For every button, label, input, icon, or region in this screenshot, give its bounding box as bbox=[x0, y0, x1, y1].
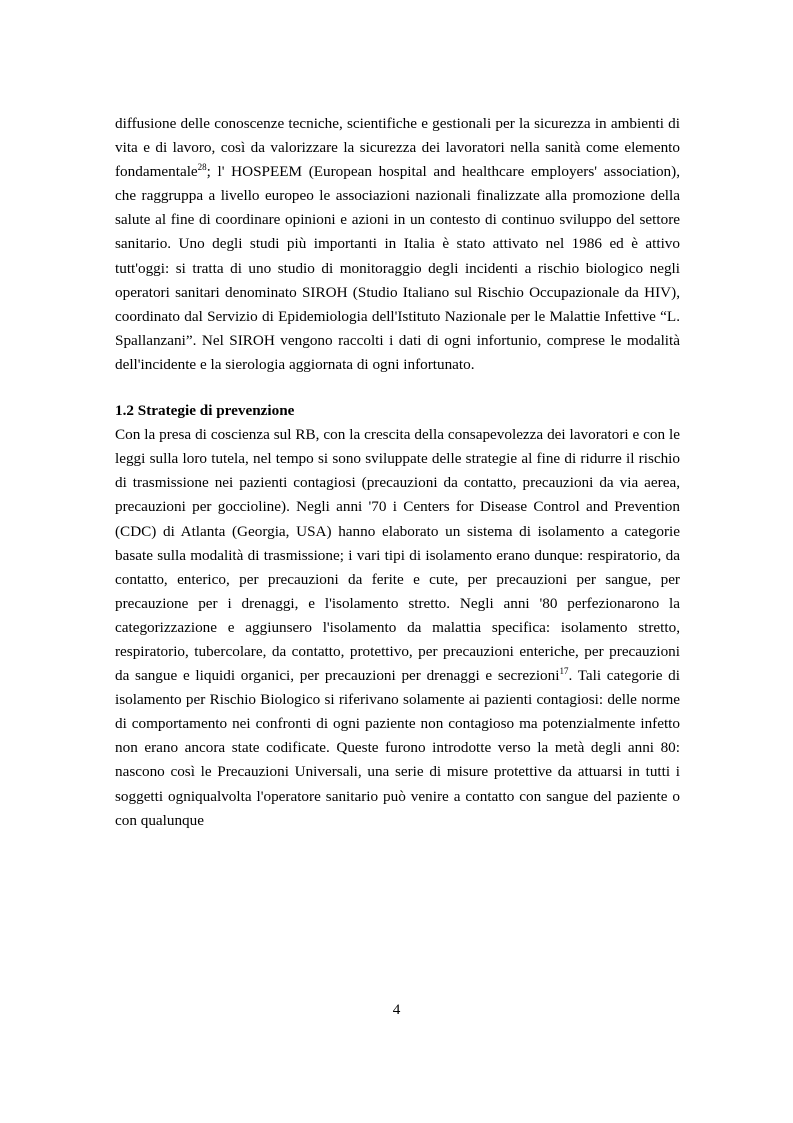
paragraph-text: diffusione delle conoscenze tecniche, scientifiche e gestionali per la sicurezza in ambienti di vita e di lavoro, così da valorizzare la sicurezza dei lavoratori nella sanità come elemento fondamentale bbox=[115, 115, 680, 181]
paragraph-spacer bbox=[115, 377, 680, 399]
paragraph-text: Con la presa di coscienza sul RB, con la crescita della consapevolezza dei lavoratori e con le leggi sulla loro tutela, nel tempo si sono sviluppate delle strategie al fine di ridurre il rischio di trasmissione nei pazienti contagiosi (precauzioni da contatto, precauzioni da via aerea, precauzioni per goccioline). Negli anni '70 i Centers for Disease Control and Prevention (CDC) di Atlanta (Georgia, USA) hanno elaborato un sistema di isolamento a categorie basate sulla modalità di trasmissione; i vari tipi di isolamento erano dunque: respiratorio, da contatto, enterico, per precauzioni da ferite e cute, per precauzioni per sangue, per precauzione per i drenaggi, e l'isolamento stretto. Negli anni '80 perfezionarono la categorizzazione e aggiunsero l'isolamento da malattia specifica: isolamento stretto, respiratorio, tubercolare, da contatto, protettivo, per precauzioni enteriche, per precauzioni da sangue e liquidi organici, per precauzioni per drenaggi e secrezioni bbox=[115, 426, 680, 685]
page-number: 4 bbox=[392, 1001, 401, 1018]
body-text bbox=[115, 112, 680, 833]
paragraph-text: . Tali categorie di isolamento per Rischio Biologico si riferivano solamente ai pazienti contagiosi: delle norme di comportamento nei confronti di ogni paziente non contagioso ma potenzialmente infetto non erano ancora state codificate. Queste furono introdotte verso la metà degli anni 80: nascono così le Precauzioni Universali, una serie di misure protettive da attuarsi in tutti i soggetti ogniqualvolta l'operatore sanitario può venire a contatto con sangue del paziente o con qualunque bbox=[115, 667, 680, 829]
paragraph-hospeem-siroh bbox=[115, 112, 680, 377]
section-heading: 1.2 Strategie di prevenzione bbox=[115, 402, 295, 420]
paragraph-strategie bbox=[115, 423, 680, 833]
footnote-ref[interactable]: 17 bbox=[559, 666, 569, 676]
footnote-ref[interactable]: 28 bbox=[197, 162, 207, 173]
paragraph-text: ; l' HOSPEEM (European hospital and healthcare employers' association), che raggruppa a livello europeo le associazioni nazionali finalizzate alla promozione della salute al fine di coordinare opinioni e azioni in un contesto di continuo sviluppo del settore sanitario. Uno degli studi più importanti in Italia è stato attivato nel 1986 ed è attivo tutt'oggi: si tratta di uno studio di monitoraggio degli incidenti a rischio biologico negli operatori sanitari denominato SIROH (Studio Italiano sul Rischio Occupazionale da HIV), coordinato dal Servizio di Epidemiologia dell'Istituto Nazionale per le Malattie Infettive “L. Spallanzani”. Nel SIROH vengono raccolti i dati di ogni infortunio, comprese le modalità dell'incidente e la sierologia aggiornata di ogni infortunato. bbox=[115, 163, 680, 373]
